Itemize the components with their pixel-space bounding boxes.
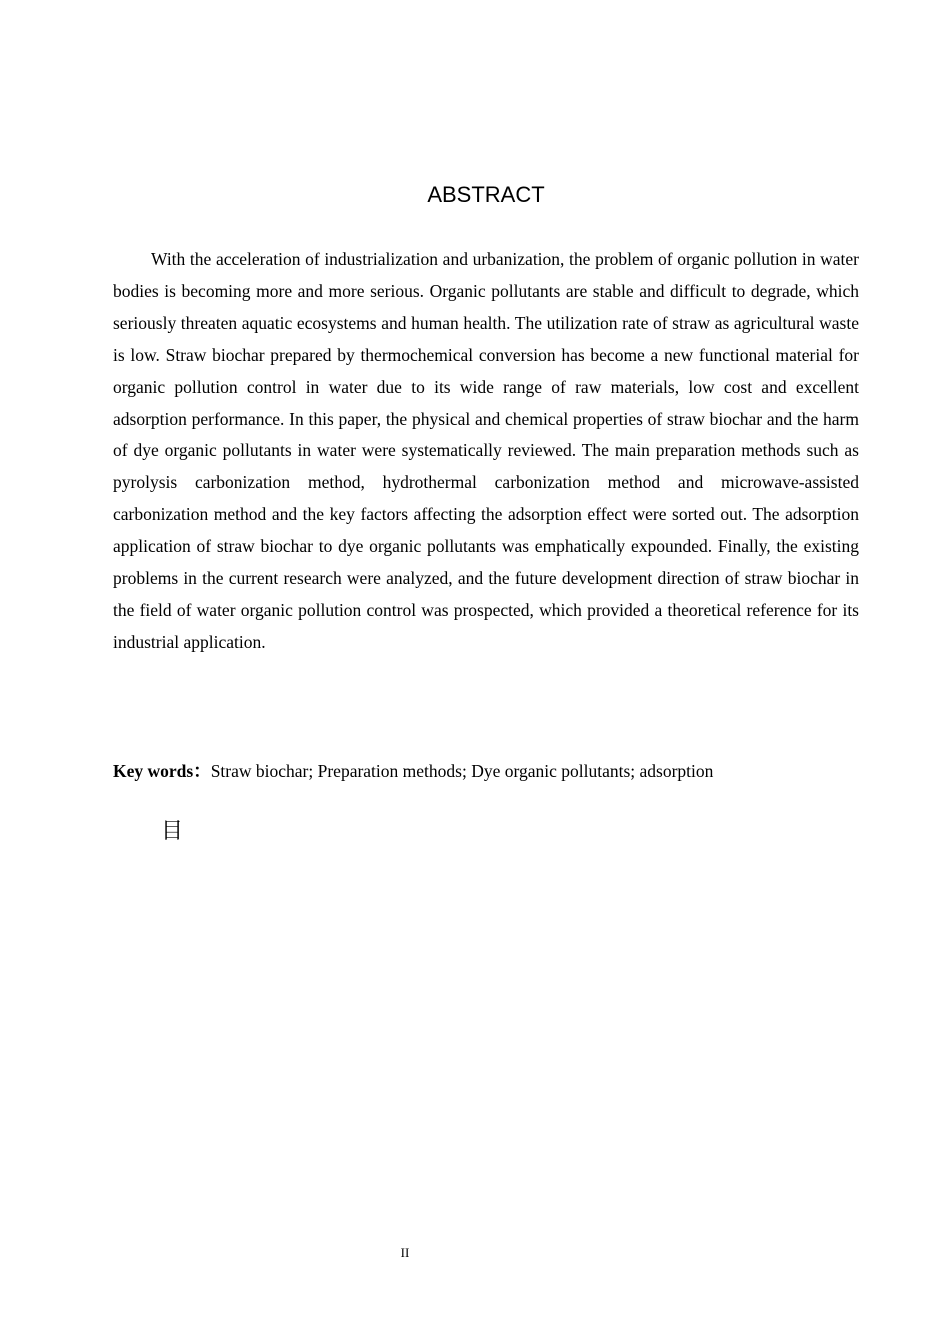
toc-heading: 目 xyxy=(161,819,184,844)
abstract-body: With the acceleration of industrialization and urbanization, the problem of organic pollution in water bodies is becoming more and more serious. Organic pollutants are stable and difficult to degrade, which seriously threaten aquatic ecosystems and human health. The utilization rate of straw as agricultural waste is low. Straw biochar prepared by thermochemical conversion has become a new functional material for organic pollution control in water due to its wide range of raw materials, low cost and excellent adsorption performance. In this paper, the physical and chemical properties of straw biochar and the harm of dye organic pollutants in water were systematically reviewed. The main preparation methods such as pyrolysis carbonization method, hydrothermal carbonization method and microwave-assisted carbonization method and the key factors affecting the adsorption effect were sorted out. The adsorption application of straw biochar to dye organic pollutants was emphatically expounded. Finally, the existing problems in the current research were analyzed, and the future development direction of straw biochar in the field of water organic pollution control was prospected, which provided a theoretical reference for its industrial application. xyxy=(113,249,859,652)
abstract-title: ABSTRACT xyxy=(427,182,545,207)
page-number: II xyxy=(400,1245,410,1260)
keywords-line xyxy=(113,756,859,786)
keywords-label: Key words： xyxy=(113,761,211,781)
keywords-value: Straw biochar; Preparation methods; Dye organic pollutants; adsorption xyxy=(210,761,714,781)
